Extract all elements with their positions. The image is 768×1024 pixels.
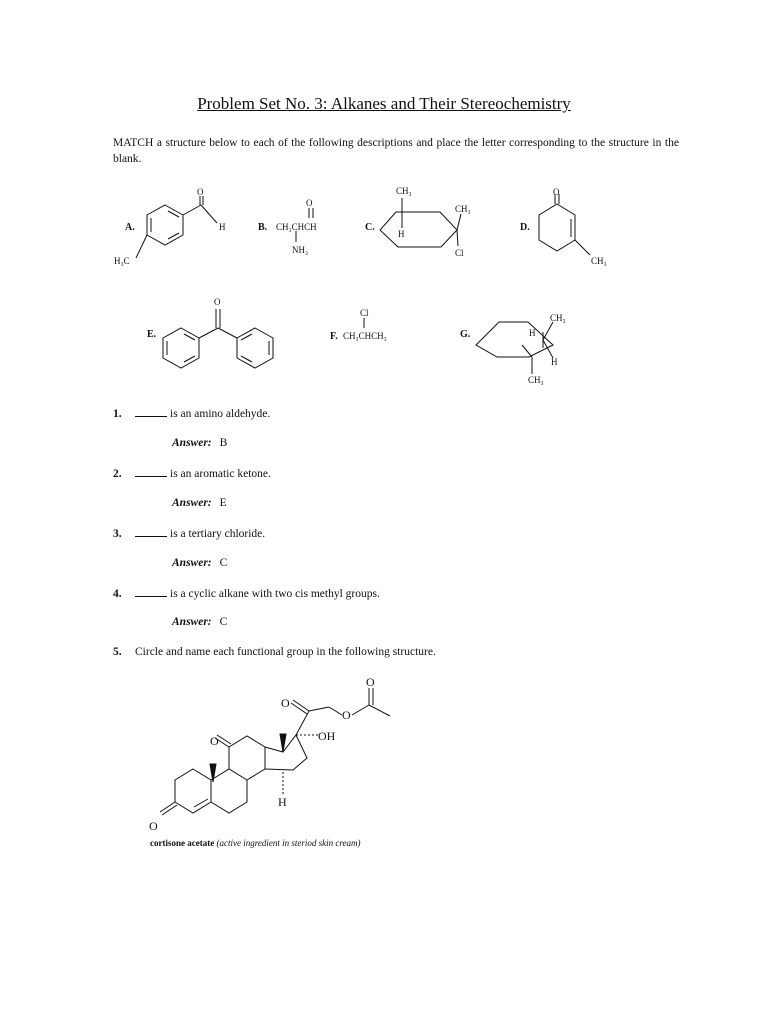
structure-c-methyl-right: CH₃: [455, 204, 471, 214]
answer-4-label: Answer:: [172, 616, 212, 628]
structure-b-formula: CH₃CHCH: [276, 222, 317, 232]
structure-c-letter: C.: [365, 222, 375, 233]
structure-a-letter: A.: [125, 222, 135, 233]
c11-ketone-oxygen: O: [210, 734, 219, 748]
answer-3-value: C: [219, 557, 228, 569]
structure-g-letter: G.: [460, 329, 471, 340]
structure-e-oxygen: O: [214, 297, 221, 307]
question-4-text: is a cyclic alkane with two cis methyl groups.: [170, 588, 380, 600]
structure-e-letter: E.: [147, 329, 157, 340]
structure-d-oxygen: O: [553, 187, 560, 197]
structure-g-methyl-bottom: CH₃: [528, 375, 544, 385]
acetate-carbonyl-oxygen: O: [366, 675, 375, 689]
answer-2-label: Answer:: [172, 497, 212, 509]
structure-a-oxygen: O: [197, 187, 204, 197]
question-1-text: is an amino aldehyde.: [170, 408, 271, 420]
structure-b-oxygen: O: [306, 198, 313, 208]
question-3-number: 3.: [113, 528, 122, 540]
structure-f-letter: F.: [330, 331, 338, 342]
structure-d-methyl: CH₃: [591, 256, 607, 266]
question-2-number: 2.: [113, 468, 122, 480]
question-3-text: is a tertiary chloride.: [170, 528, 266, 540]
structure-g-hydrogen-bottom: H: [551, 357, 558, 367]
answer-3-label: Answer:: [172, 557, 212, 569]
caption-compound-name: cortisone acetate: [150, 838, 215, 848]
question-5-number: 5.: [113, 646, 122, 658]
structure-a-methyl: H₃C: [114, 256, 130, 266]
answer-4-value: C: [219, 616, 228, 628]
answer-2-value: E: [219, 497, 227, 509]
instructions-text: MATCH a structure below to each of the following descriptions and place the letter corresponding to the structure in the blank.: [113, 137, 679, 165]
structure-b-amine: NH₂: [292, 245, 309, 255]
structure-c-methyl-top: CH₃: [396, 186, 412, 196]
structure-g-methyl-top: CH₃: [550, 313, 566, 323]
page-title: Problem Set No. 3: Alkanes and Their Stereochemistry: [197, 94, 571, 113]
structure-c-chlorine: Cl: [455, 248, 464, 258]
question-4-number: 4.: [113, 588, 122, 600]
hydroxyl-group: OH: [318, 729, 336, 743]
side-chain-ketone-oxygen: O: [281, 696, 290, 710]
structure-g-hydrogen-top: H: [529, 328, 536, 338]
c3-ketone-oxygen: O: [149, 819, 158, 833]
structure-f-formula: CH₃CHCH₃: [343, 331, 387, 341]
structure-d-letter: D.: [520, 222, 530, 233]
question-5-text: Circle and name each functional group in the following structure.: [135, 646, 436, 658]
structure-c-hydrogen: H: [398, 229, 405, 239]
structure-f-chlorine: Cl: [360, 308, 369, 318]
structure-b-letter: B.: [258, 222, 268, 233]
ester-oxygen: O: [342, 708, 351, 722]
c14-hydrogen: H: [278, 795, 287, 809]
answer-1-value: B: [219, 437, 228, 449]
question-1-number: 1.: [113, 408, 122, 420]
question-2-text: is an aromatic ketone.: [170, 468, 271, 480]
answer-1-label: Answer:: [172, 437, 212, 449]
caption-description: (active ingredient in steriod skin cream): [216, 838, 361, 848]
structure-caption: [150, 838, 361, 848]
structure-a-hydrogen: H: [219, 222, 226, 232]
